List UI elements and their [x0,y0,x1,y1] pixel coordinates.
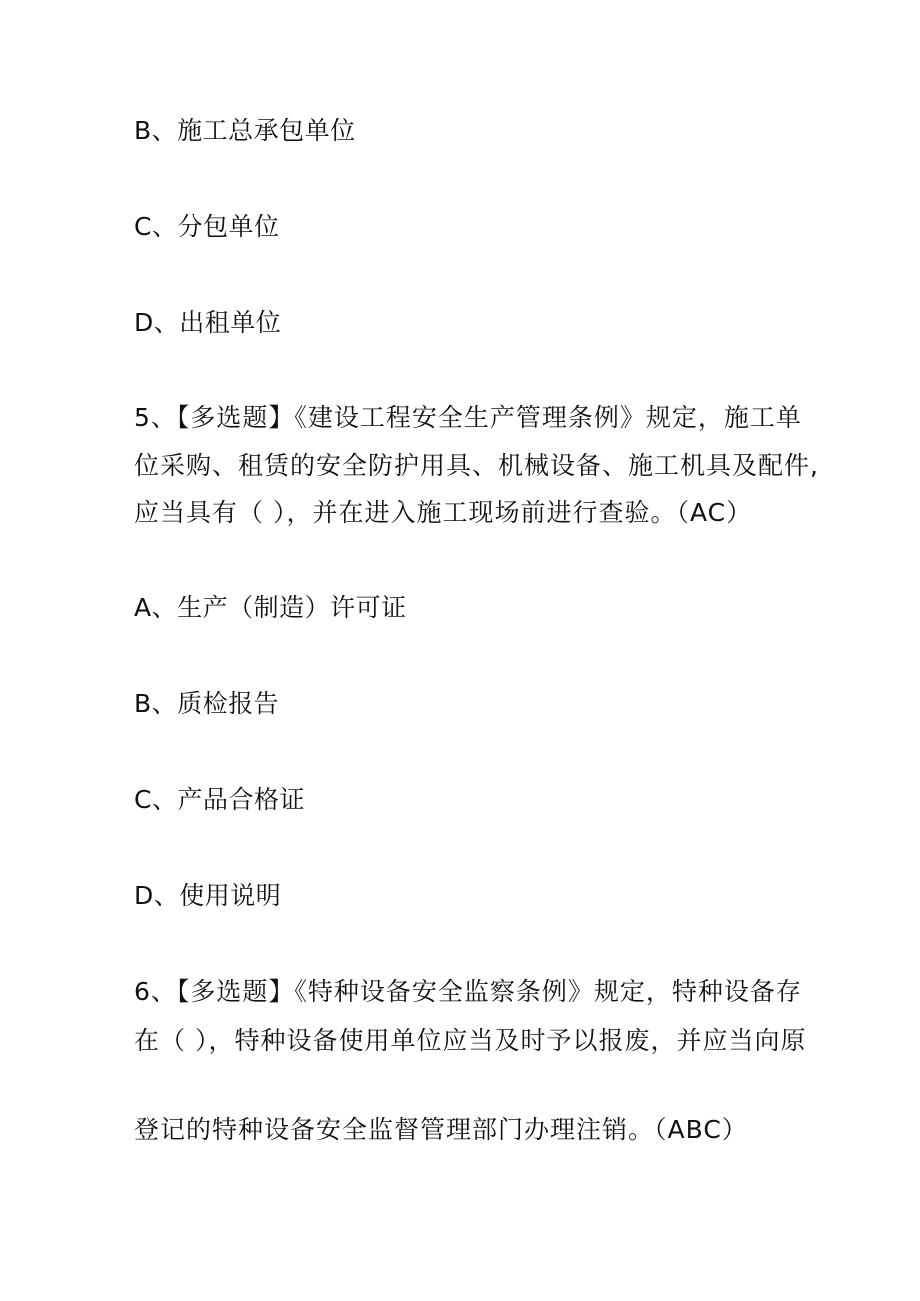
q6-question-line-3: 登记的特种设备安全监督管理部门办理注销。（ABC） [134,1115,748,1144]
q4-option-b: B、施工总承包单位 [134,116,356,145]
q5-option-a: A、生产（制造）许可证 [134,593,407,622]
q5-option-d: D、使用说明 [134,881,282,910]
q4-option-c: C、分包单位 [134,212,280,241]
q5-option-c: C、产品合格证 [134,785,305,814]
q5-question-line-3: 应当具有（ ），并在进入施工现场前进行查验。（AC） [134,498,753,527]
q5-question-line-2: 位采购、租赁的安全防护用具、机械设备、施工机具及配件, [134,451,819,480]
q4-option-d: D、出租单位 [134,308,282,337]
q5-question-line-1: 5、【多选题】《建设工程安全生产管理条例》规定，施工单 [134,403,802,432]
q5-option-b: B、质检报告 [134,689,280,718]
q6-question-line-1: 6、【多选题】《特种设备安全监察条例》规定，特种设备存 [134,977,802,1006]
q6-question-line-2: 在（ ），特种设备使用单位应当及时予以报废，并应当向原 [134,1026,807,1055]
